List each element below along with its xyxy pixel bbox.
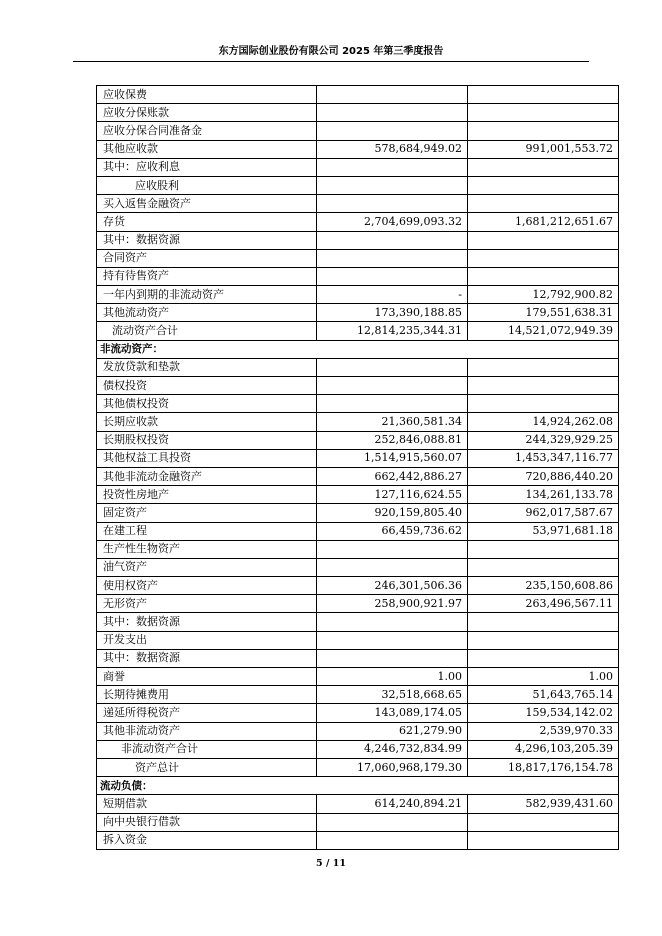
table-row bbox=[97, 795, 619, 813]
row-label: 应收分保账款 bbox=[97, 104, 317, 122]
row-value-prior-year-end: 1.00 bbox=[468, 668, 619, 686]
row-value-prior-year-end: 4,296,103,205.39 bbox=[468, 740, 619, 758]
row-value-prior-year-end bbox=[468, 86, 619, 104]
row-value-period-end bbox=[317, 649, 468, 667]
row-value-period-end bbox=[317, 831, 468, 849]
row-value-period-end: 12,814,235,344.31 bbox=[317, 322, 468, 340]
row-label: 应收股利 bbox=[97, 176, 317, 194]
row-label: 拆入资金 bbox=[97, 831, 317, 849]
row-label: 其他债权投资 bbox=[97, 395, 317, 413]
section-header-label: 非流动资产： bbox=[97, 340, 619, 358]
table-row bbox=[97, 304, 619, 322]
row-label: 投资性房地产 bbox=[97, 486, 317, 504]
table-row bbox=[97, 558, 619, 576]
table-row bbox=[97, 213, 619, 231]
row-value-prior-year-end: 263,496,567.11 bbox=[468, 595, 619, 613]
row-value-period-end: 143,089,174.05 bbox=[317, 704, 468, 722]
row-value-prior-year-end bbox=[468, 540, 619, 558]
row-value-period-end bbox=[317, 358, 468, 376]
table-row bbox=[97, 831, 619, 849]
table-row bbox=[97, 686, 619, 704]
row-value-prior-year-end: 51,643,765.14 bbox=[468, 686, 619, 704]
row-value-period-end bbox=[317, 104, 468, 122]
row-label: 其他流动资产 bbox=[97, 304, 317, 322]
row-value-period-end bbox=[317, 540, 468, 558]
row-label: 无形资产 bbox=[97, 595, 317, 613]
table-row bbox=[97, 231, 619, 249]
row-label: 长期应收款 bbox=[97, 413, 317, 431]
row-value-prior-year-end bbox=[468, 649, 619, 667]
row-value-prior-year-end: 179,551,638.31 bbox=[468, 304, 619, 322]
table-row bbox=[97, 613, 619, 631]
row-value-period-end: 621,279.90 bbox=[317, 722, 468, 740]
row-label: 资产总计 bbox=[97, 758, 317, 776]
table-row bbox=[97, 722, 619, 740]
row-value-prior-year-end bbox=[468, 613, 619, 631]
header-divider bbox=[73, 61, 589, 62]
row-value-period-end: 1.00 bbox=[317, 668, 468, 686]
row-value-period-end: 662,442,886.27 bbox=[317, 467, 468, 485]
row-label: 向中央银行借款 bbox=[97, 813, 317, 831]
row-value-period-end bbox=[317, 122, 468, 140]
page-number: 5 / 11 bbox=[316, 858, 346, 869]
row-value-prior-year-end: 582,939,431.60 bbox=[468, 795, 619, 813]
row-value-period-end bbox=[317, 395, 468, 413]
row-value-period-end: 173,390,188.85 bbox=[317, 304, 468, 322]
row-label: 流动资产合计 bbox=[97, 322, 317, 340]
row-value-period-end bbox=[317, 267, 468, 285]
table-row bbox=[97, 413, 619, 431]
row-value-period-end bbox=[317, 558, 468, 576]
row-label: 生产性生物资产 bbox=[97, 540, 317, 558]
section-header-label: 流动负债： bbox=[97, 777, 619, 795]
row-value-prior-year-end bbox=[468, 558, 619, 576]
table-row bbox=[97, 122, 619, 140]
row-label: 买入返售金融资产 bbox=[97, 195, 317, 213]
row-value-prior-year-end bbox=[468, 104, 619, 122]
table-row bbox=[97, 631, 619, 649]
row-value-period-end: 258,900,921.97 bbox=[317, 595, 468, 613]
row-value-prior-year-end bbox=[468, 813, 619, 831]
row-value-period-end bbox=[317, 631, 468, 649]
row-value-period-end: 21,360,581.34 bbox=[317, 413, 468, 431]
table-row bbox=[97, 486, 619, 504]
row-value-prior-year-end bbox=[468, 631, 619, 649]
row-label: 应收保费 bbox=[97, 86, 317, 104]
row-label: 债权投资 bbox=[97, 377, 317, 395]
row-value-period-end: 252,846,088.81 bbox=[317, 431, 468, 449]
row-label: 其中：数据资源 bbox=[97, 231, 317, 249]
row-label: 长期股权投资 bbox=[97, 431, 317, 449]
row-label: 一年内到期的非流动资产 bbox=[97, 286, 317, 304]
table-row bbox=[97, 813, 619, 831]
row-value-prior-year-end: 1,681,212,651.67 bbox=[468, 213, 619, 231]
row-label: 递延所得税资产 bbox=[97, 704, 317, 722]
row-value-prior-year-end: 12,792,900.82 bbox=[468, 286, 619, 304]
row-value-prior-year-end bbox=[468, 831, 619, 849]
table-row bbox=[97, 358, 619, 376]
section-header-row bbox=[97, 340, 619, 358]
row-label: 其他非流动资产 bbox=[97, 722, 317, 740]
row-label: 长期待摊费用 bbox=[97, 686, 317, 704]
row-value-prior-year-end bbox=[468, 267, 619, 285]
table-row bbox=[97, 249, 619, 267]
table-row bbox=[97, 522, 619, 540]
row-value-period-end: 17,060,968,179.30 bbox=[317, 758, 468, 776]
row-label: 在建工程 bbox=[97, 522, 317, 540]
table-row bbox=[97, 504, 619, 522]
table-row bbox=[97, 267, 619, 285]
balance-sheet-body bbox=[97, 86, 619, 850]
row-value-period-end: 127,116,624.55 bbox=[317, 486, 468, 504]
row-value-prior-year-end: 53,971,681.18 bbox=[468, 522, 619, 540]
row-value-period-end bbox=[317, 176, 468, 194]
row-value-prior-year-end bbox=[468, 195, 619, 213]
table-row bbox=[97, 649, 619, 667]
row-label: 其他应收款 bbox=[97, 140, 317, 158]
table-row bbox=[97, 195, 619, 213]
table-row bbox=[97, 395, 619, 413]
row-label: 其他权益工具投资 bbox=[97, 449, 317, 467]
balance-sheet-table bbox=[96, 85, 619, 850]
row-value-period-end: 920,159,805.40 bbox=[317, 504, 468, 522]
row-value-prior-year-end: 720,886,440.20 bbox=[468, 467, 619, 485]
table-row bbox=[97, 668, 619, 686]
row-value-period-end bbox=[317, 613, 468, 631]
row-value-prior-year-end: 134,261,133.78 bbox=[468, 486, 619, 504]
row-label: 其中：数据资源 bbox=[97, 613, 317, 631]
row-value-prior-year-end bbox=[468, 395, 619, 413]
table-row bbox=[97, 140, 619, 158]
table-row bbox=[97, 595, 619, 613]
row-label: 合同资产 bbox=[97, 249, 317, 267]
row-value-period-end: 4,246,732,834.99 bbox=[317, 740, 468, 758]
table-row bbox=[97, 577, 619, 595]
row-value-prior-year-end bbox=[468, 158, 619, 176]
row-value-period-end: - bbox=[317, 286, 468, 304]
row-value-prior-year-end: 14,924,262.08 bbox=[468, 413, 619, 431]
row-value-prior-year-end: 235,150,608.86 bbox=[468, 577, 619, 595]
row-label: 非流动资产合计 bbox=[97, 740, 317, 758]
row-value-period-end bbox=[317, 86, 468, 104]
table-row bbox=[97, 286, 619, 304]
row-label: 持有待售资产 bbox=[97, 267, 317, 285]
table-row bbox=[97, 377, 619, 395]
table-row bbox=[97, 758, 619, 776]
row-label: 发放贷款和垫款 bbox=[97, 358, 317, 376]
table-row bbox=[97, 540, 619, 558]
table-row bbox=[97, 104, 619, 122]
row-label: 应收分保合同准备金 bbox=[97, 122, 317, 140]
row-label: 油气资产 bbox=[97, 558, 317, 576]
row-label: 固定资产 bbox=[97, 504, 317, 522]
table-row bbox=[97, 86, 619, 104]
row-label: 其他非流动金融资产 bbox=[97, 467, 317, 485]
row-value-prior-year-end bbox=[468, 249, 619, 267]
row-value-prior-year-end bbox=[468, 176, 619, 194]
row-value-prior-year-end: 1,453,347,116.77 bbox=[468, 449, 619, 467]
row-value-prior-year-end: 18,817,176,154.78 bbox=[468, 758, 619, 776]
row-value-prior-year-end: 244,329,929.25 bbox=[468, 431, 619, 449]
row-value-period-end: 32,518,668.65 bbox=[317, 686, 468, 704]
table-row bbox=[97, 467, 619, 485]
table-row bbox=[97, 740, 619, 758]
row-value-prior-year-end: 962,017,587.67 bbox=[468, 504, 619, 522]
row-label: 开发支出 bbox=[97, 631, 317, 649]
row-value-period-end bbox=[317, 813, 468, 831]
row-label: 商誉 bbox=[97, 668, 317, 686]
table-row bbox=[97, 322, 619, 340]
row-value-period-end: 614,240,894.21 bbox=[317, 795, 468, 813]
row-value-period-end bbox=[317, 249, 468, 267]
row-value-prior-year-end: 159,534,142.02 bbox=[468, 704, 619, 722]
row-value-period-end bbox=[317, 377, 468, 395]
row-value-prior-year-end: 14,521,072,949.39 bbox=[468, 322, 619, 340]
table-row bbox=[97, 176, 619, 194]
row-value-prior-year-end bbox=[468, 377, 619, 395]
row-value-prior-year-end: 2,539,970.33 bbox=[468, 722, 619, 740]
row-label: 使用权资产 bbox=[97, 577, 317, 595]
table-row bbox=[97, 704, 619, 722]
table-row bbox=[97, 449, 619, 467]
row-label: 存货 bbox=[97, 213, 317, 231]
row-value-prior-year-end bbox=[468, 231, 619, 249]
page-header-title: 东方国际创业股份有限公司 2025 年第三季度报告 bbox=[218, 46, 444, 57]
row-value-prior-year-end bbox=[468, 122, 619, 140]
row-value-period-end bbox=[317, 158, 468, 176]
row-value-prior-year-end bbox=[468, 358, 619, 376]
row-value-prior-year-end: 991,001,553.72 bbox=[468, 140, 619, 158]
row-value-period-end bbox=[317, 231, 468, 249]
row-value-period-end bbox=[317, 195, 468, 213]
row-value-period-end: 578,684,949.02 bbox=[317, 140, 468, 158]
row-label: 其中：应收利息 bbox=[97, 158, 317, 176]
row-value-period-end: 2,704,699,093.32 bbox=[317, 213, 468, 231]
table-row bbox=[97, 158, 619, 176]
row-value-period-end: 66,459,736.62 bbox=[317, 522, 468, 540]
row-value-period-end: 1,514,915,560.07 bbox=[317, 449, 468, 467]
table-row bbox=[97, 431, 619, 449]
row-label: 短期借款 bbox=[97, 795, 317, 813]
row-value-period-end: 246,301,506.36 bbox=[317, 577, 468, 595]
section-header-row bbox=[97, 777, 619, 795]
row-label: 其中：数据资源 bbox=[97, 649, 317, 667]
